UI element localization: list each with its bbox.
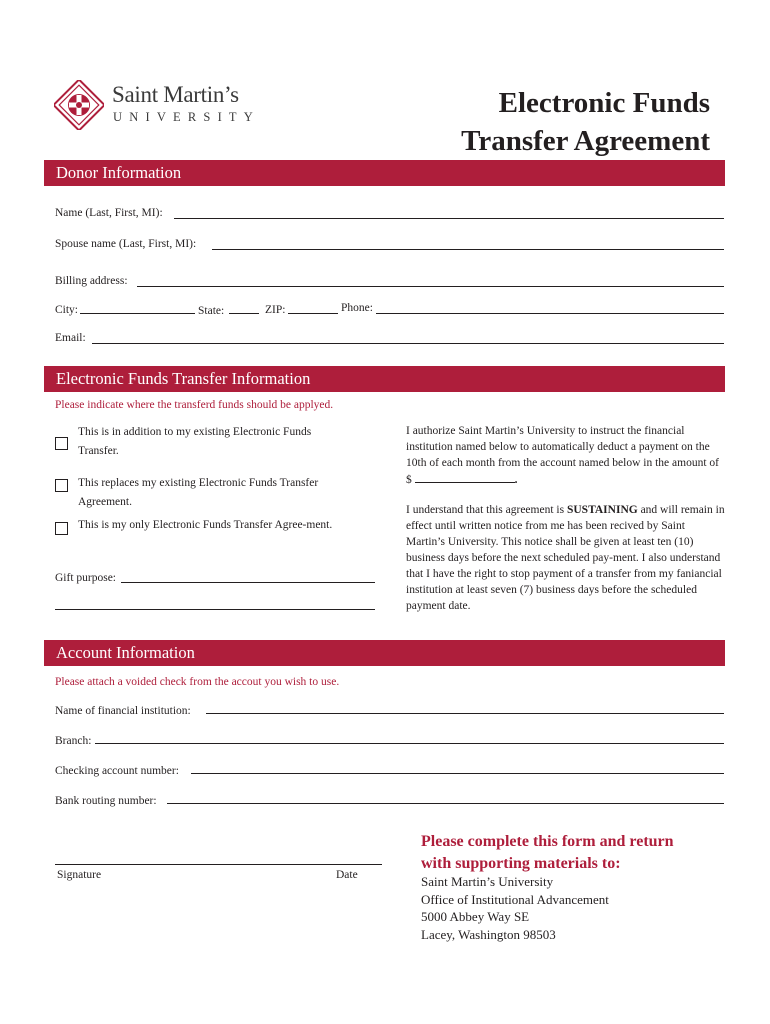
sustaining-emphasis: SUSTAINING	[566, 504, 638, 516]
return-heading-line-2: with supporting materials to:	[421, 855, 621, 872]
address-line: Saint Martin’s University	[421, 874, 554, 889]
amount-period: .	[514, 474, 518, 486]
option-only-checkbox[interactable]	[55, 522, 68, 535]
routing-label: Bank routing number:	[55, 795, 157, 807]
billing-address-label: Billing address:	[55, 275, 128, 287]
branch-field[interactable]	[95, 743, 724, 744]
city-field[interactable]	[80, 313, 195, 314]
spouse-name-field[interactable]	[212, 249, 724, 250]
branch-label: Branch:	[55, 735, 92, 747]
institution-field[interactable]	[206, 713, 724, 714]
state-field[interactable]	[229, 313, 259, 314]
return-instructions	[421, 831, 674, 875]
signature-label: Signature	[57, 869, 102, 881]
phone-field[interactable]	[376, 313, 724, 314]
logo-university: UNIVERSITY	[113, 110, 260, 124]
sustaining-paragraph	[406, 502, 726, 614]
page-title	[461, 84, 710, 160]
signature-field[interactable]	[55, 864, 382, 865]
billing-address-field[interactable]	[137, 286, 724, 287]
authorize-paragraph	[406, 423, 726, 488]
routing-field[interactable]	[167, 803, 724, 804]
option-replaces-checkbox[interactable]	[55, 479, 68, 492]
account-note: Please attach a voided check from the accout you wish to use.	[55, 676, 340, 688]
phone-label: Phone:	[341, 302, 373, 314]
option-in-addition-label: This is in addition to my existing Electronic Funds Transfer.	[78, 426, 312, 457]
gift-purpose-field[interactable]	[121, 582, 375, 583]
option-in-addition-checkbox[interactable]	[55, 437, 68, 450]
mailing-address	[421, 873, 609, 943]
understand-pre: I understand that this agreement is	[406, 504, 567, 516]
email-field[interactable]	[92, 343, 724, 344]
account-section-header: Account Information	[44, 640, 725, 666]
return-heading-line-1: Please complete this form and return	[421, 833, 674, 850]
authorize-text: I authorize Saint Martin’s University to instruct the financial institution named below to automatically deduct a payment on the 10th of each month from the account named below in the amount of $	[406, 425, 719, 486]
spouse-name-label: Spouse name (Last, First, MI):	[55, 238, 197, 250]
amount-field[interactable]	[415, 471, 515, 483]
city-label: City:	[55, 304, 79, 316]
name-field[interactable]	[174, 218, 724, 219]
university-seal-icon	[54, 80, 104, 130]
name-label: Name (Last, First, MI):	[55, 207, 163, 219]
option-replaces-label: This replaces my existing Electronic Funds Transfer Agreement.	[78, 477, 319, 508]
checking-label: Checking account number:	[55, 765, 179, 777]
address-line: Office of Institutional Advancement	[421, 891, 609, 907]
address-line: Lacey, Washington 98503	[421, 926, 556, 942]
gift-purpose-field-line-2[interactable]	[55, 609, 375, 610]
option-only-label: This is my only Electronic Funds Transfer Agree-ment.	[78, 519, 333, 531]
zip-label: ZIP:	[265, 304, 286, 316]
email-label: Email:	[55, 332, 86, 344]
title-line-2: Transfer Agreement	[461, 125, 710, 157]
logo-name: Saint Martin’s	[112, 82, 239, 107]
understand-post: and will remain in effect until written notice from me has been recived by Saint Martin’s University. This notice shall be given at least ten (10) business days before the next scheduled pay-ment. I also understand that I have the right to stop payment of a transfer from my faniancial institution at least seven (7) business days before the scheduled payment date.	[406, 504, 725, 612]
gift-purpose-label: Gift purpose:	[55, 572, 117, 584]
eft-section-header: Electronic Funds Transfer Information	[44, 366, 725, 392]
institution-label: Name of financial institution:	[55, 705, 191, 717]
state-label: State:	[198, 305, 225, 317]
title-line-1: Electronic Funds	[498, 87, 710, 119]
eft-note: Please indicate where the transferd funds should be applyed.	[55, 399, 334, 411]
date-label: Date	[336, 869, 358, 881]
address-line: 5000 Abbey Way SE	[421, 909, 530, 924]
checking-field[interactable]	[191, 773, 724, 774]
donor-section-header: Donor Information	[44, 160, 725, 186]
zip-field[interactable]	[288, 313, 338, 314]
